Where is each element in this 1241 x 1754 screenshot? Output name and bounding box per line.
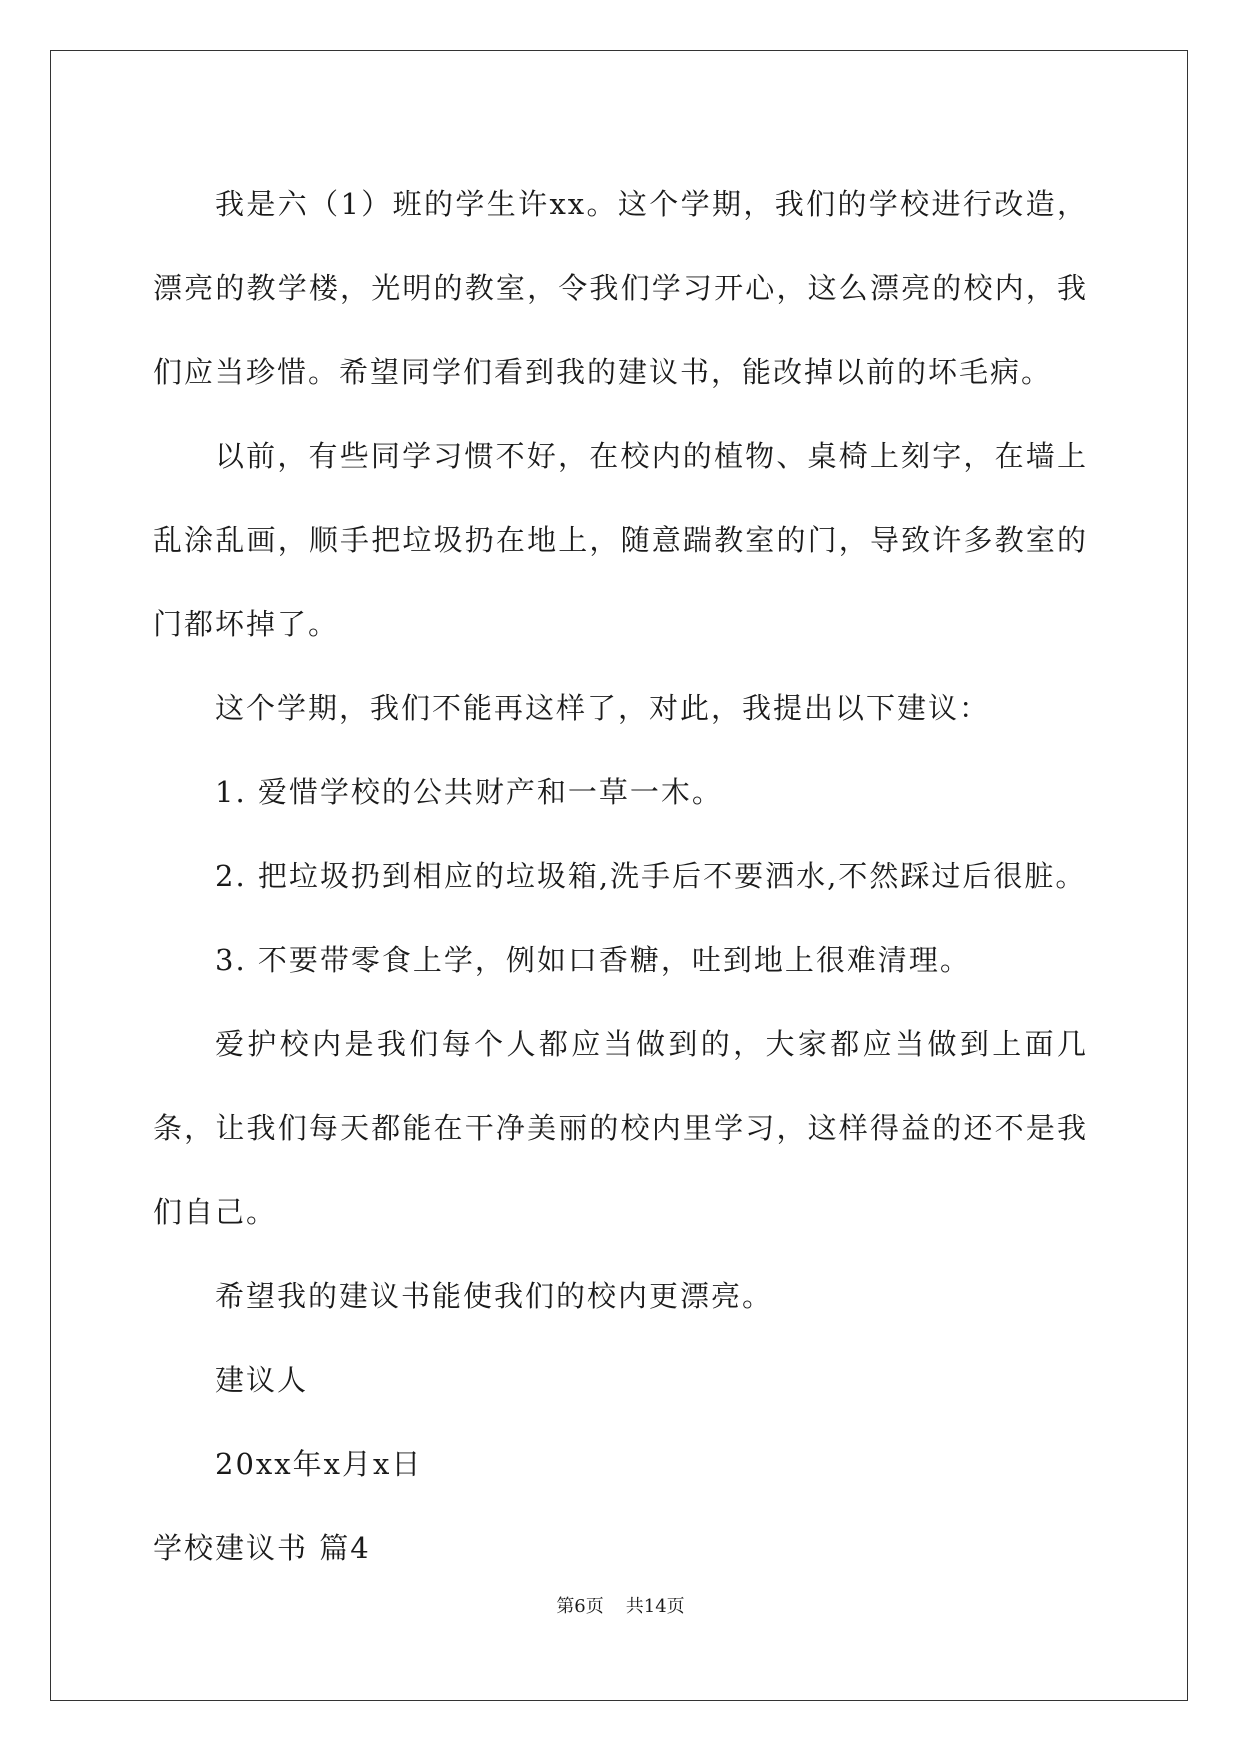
date-line: 20xx年x月x日 xyxy=(215,1447,423,1481)
suggestion-item-1: 1. 爱惜学校的公共财产和一草一木。 xyxy=(215,775,723,809)
paragraph-proposal-intro: 这个学期，我们不能再这样了，对此，我提出以下建议： xyxy=(215,691,991,725)
paragraph-intro: 我是六（1）班的学生许xx。这个学期，我们的学校进行改造，漂亮的教学楼，光明的教室，令我们学习开心，这么漂亮的校内，我们应当珍惜。希望同学们看到我的建议书，能改掉以前的坏毛病。 xyxy=(153,187,1088,389)
page-total: 共14页 xyxy=(625,1596,685,1617)
document-body xyxy=(153,162,1088,1590)
section-heading: 学校建议书 篇4 xyxy=(153,1531,371,1565)
paragraph-conclusion: 爱护校内是我们每个人都应当做到的，大家都应当做到上面几条，让我们每天都能在干净美丽的校内里学习，这样得益的还不是我们自己。 xyxy=(153,1027,1088,1229)
paragraph-past-habits: 以前，有些同学习惯不好，在校内的植物、桌椅上刻字，在墙上乱涂乱画，顺手把垃圾扔在地上，随意踹教室的门，导致许多教室的门都坏掉了。 xyxy=(153,439,1088,641)
signature-label: 建议人 xyxy=(215,1363,309,1397)
suggestion-item-3: 3. 不要带零食上学，例如口香糖，吐到地上很难清理。 xyxy=(215,943,971,977)
paragraph-hope: 希望我的建议书能使我们的校内更漂亮。 xyxy=(215,1279,774,1313)
suggestion-item-2: 2. 把垃圾扔到相应的垃圾箱,洗手后不要洒水,不然踩过后很脏。 xyxy=(215,859,1087,893)
page-number: 第6页 xyxy=(556,1596,604,1617)
page-footer xyxy=(0,1592,1241,1618)
